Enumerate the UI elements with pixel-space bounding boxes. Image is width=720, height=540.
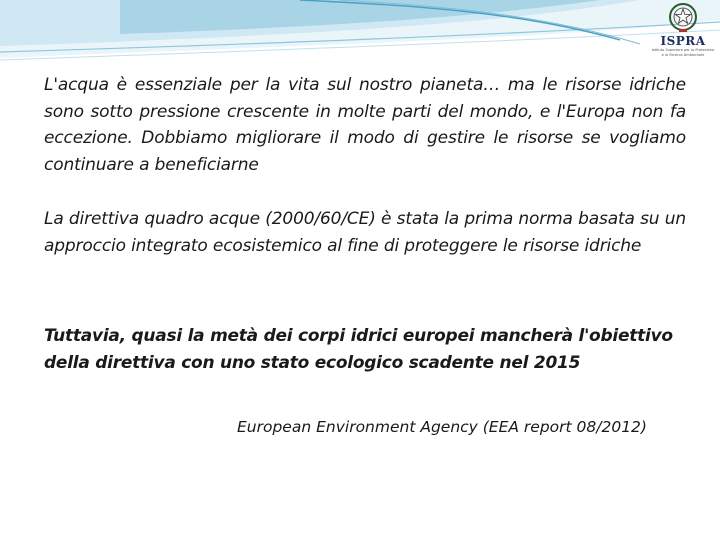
paragraph-water-importance: L'acqua è essenziale per la vita sul nostro pianeta… ma le risorse idriche sono sotto pressione crescente in molte parti del mondo, e l'Europa non fa eccezione. Dobbiamo migliorare il modo di gestire le risorse se vogliamo continuare a beneficiarne [44, 75, 686, 175]
paragraph-water-framework-directive: La direttiva quadro acque (2000/60/CE) è stata la prima norma basata su un approccio integrato ecosistemico al fine di proteggere le risorse idriche [44, 209, 686, 256]
logo-name: ISPRA [660, 34, 706, 48]
paragraph-ecological-status-warning: Tuttavia, quasi la metà dei corpi idrici europei mancherà l'obiettivo della direttiva con uno stato ecologico scadente nel 2015 [44, 326, 673, 373]
source-citation: European Environment Agency (EEA report 08/2012) [237, 418, 647, 436]
logo-subtitle-line2: e la Ricerca Ambientale [661, 52, 705, 57]
ispra-logo [650, 2, 716, 66]
italian-republic-emblem-icon [668, 2, 698, 34]
logo-subtitle-line1: Istituto Superiore per la Protezione [651, 48, 715, 52]
header-wave-decoration [0, 0, 720, 80]
